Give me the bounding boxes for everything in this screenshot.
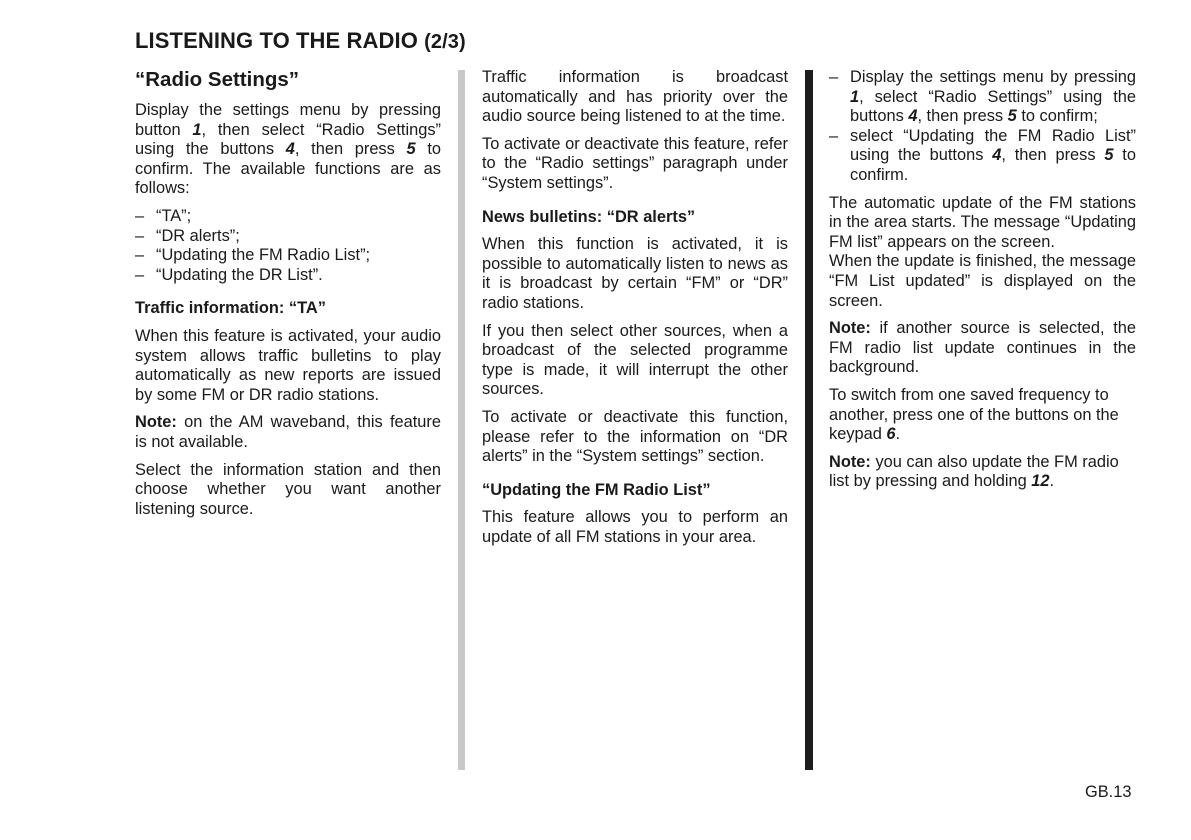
updating-fm-heading: “Updating the FM Radio List” [482,480,711,499]
news-paragraph-1: When this function is activated, it is possible to automatically listen to news as it is broadcast by certain “FM” or “DR” radio stations. [482,235,788,312]
note-label: Note: [135,413,177,432]
switch-frequency-paragraph: To switch from one saved frequency to another, press one of the buttons on the keypad 6. [829,385,1119,444]
news-bulletins-heading: News bulletins: “DR alerts” [482,207,696,226]
news-paragraph-2: If you then select other sources, when a broadcast of the selected programme type is made, it will interrupt the other sources. [482,321,788,399]
button-ref-12: 12 [1031,472,1050,491]
note-label: Note: [829,452,871,471]
button-ref-1: 1 [192,120,202,139]
traffic-info-heading: Traffic information: “TA” [135,299,326,318]
functions-list [135,207,441,285]
update-finished-paragraph: When the update is finished, the message “FM List updated” is displayed on the screen. [829,252,1136,310]
column-3 [829,68,1136,500]
traffic-info-paragraph: When this feature is activated, your audio system allows traffic bulletins to play automatically as new reports are issued by some FM or DR radio stations. [135,326,441,404]
button-ref-4: 4 [908,107,918,126]
update-steps-list [829,68,1136,186]
list-item: – Display the settings menu by pressing 1, select “Radio Settings” using the buttons 4, then press 5 to confirm; [829,68,1136,127]
page-title-part: (2/3) [424,31,466,53]
update-hold-note: Note: you can also update the FM radio list by pressing and holding 12. [829,452,1119,491]
button-ref-4: 4 [285,140,295,159]
am-note: Note: on the AM waveband, this feature is not available. [135,413,441,451]
news-paragraph-3: To activate or deactivate this function, please refer to the information on “DR alerts” in the “System settings” section. [482,407,788,466]
note-label: Note: [829,319,871,338]
list-item: – “TA”; [135,207,441,227]
radio-settings-intro: Display the settings menu by pressing button 1, then select “Radio Settings” using the buttons 4, then press 5 to confirm. The available functions are as follows: [135,101,441,198]
column-divider-light [458,70,465,770]
button-ref-5: 5 [1104,146,1114,165]
page-title-main: LISTENING TO THE RADIO [135,28,418,53]
button-ref-5: 5 [406,140,416,159]
page-number: GB.13 [1085,783,1132,801]
updating-fm-paragraph: This feature allows you to perform an update of all FM stations in your area. [482,508,788,546]
column-2 [482,68,788,555]
source-note: Note: if another source is selected, the FM radio list update continues in the background. [829,319,1136,377]
list-item: – select “Updating the FM Radio List” using the buttons 4, then press 5 to confirm. [829,127,1136,186]
traffic-activate-paragraph: To activate or deactivate this feature, refer to the “Radio settings” paragraph under “System settings”. [482,134,788,192]
column-divider-dark [805,70,813,770]
column-1 [135,68,441,527]
list-item: – “Updating the DR List”. [135,266,441,286]
button-ref-1: 1 [850,87,860,106]
button-ref-5: 5 [1007,107,1017,126]
list-item: – “DR alerts”; [135,227,441,247]
button-ref-6: 6 [886,425,896,444]
traffic-priority-paragraph: Traffic information is broadcast automatically and has priority over the audio source being listened to at the time. [482,68,788,126]
list-item: – “Updating the FM Radio List”; [135,246,441,266]
radio-settings-heading: “Radio Settings” [135,68,300,91]
update-start-paragraph: The automatic update of the FM stations in the area starts. The message “Updating FM list” appears on the screen. [829,193,1136,251]
page-title [135,28,466,54]
select-station-paragraph: Select the information station and then choose whether you want another listening source. [135,460,441,518]
button-ref-4: 4 [992,146,1002,165]
